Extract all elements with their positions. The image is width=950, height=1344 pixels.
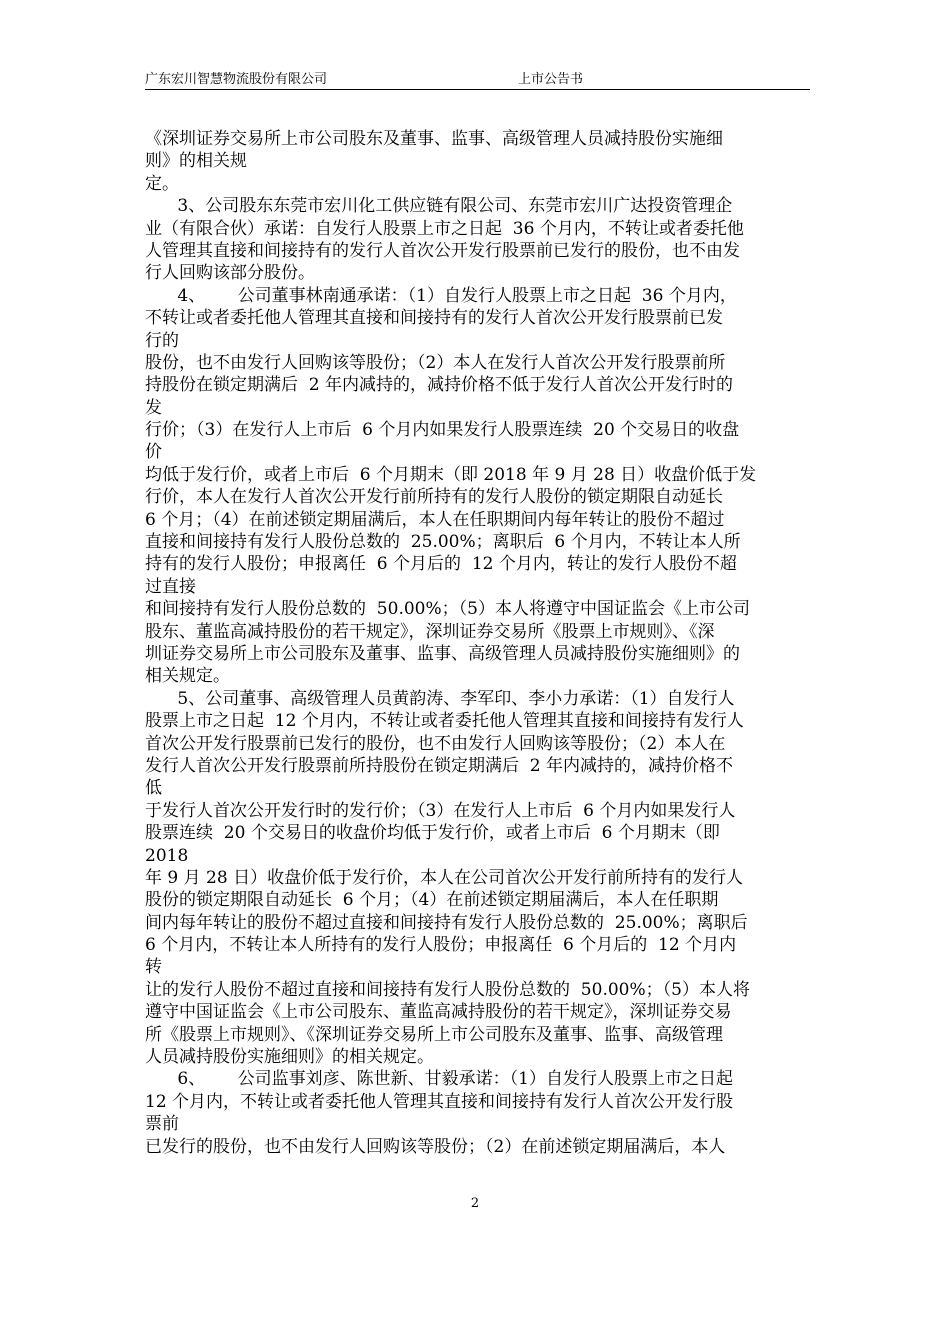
body-text-line: 6 个月内，不转让本人所持有的发行人股份；申报离任 6 个月后的 12 个月内: [145, 935, 737, 956]
body-text-line: 行价；（3）在发行人上市后 6 个月内如果发行人股票连续 20 个交易日的收盘: [145, 420, 740, 441]
body-text-line: 2018: [145, 845, 189, 866]
document-body: [145, 128, 813, 1158]
body-text-line: 直接和间接持有发行人股份总数的 25.00%；离职后 6 个月内，不转让本人所: [145, 532, 741, 553]
body-text-line: 《深圳证券交易所上市公司股东及董事、监事、高级管理人员减持股份实施细: [145, 129, 723, 149]
body-text-line: 5、公司董事、高级管理人员黄韵涛、李军印、李小力承诺：（1）自发行人: [145, 688, 735, 709]
body-text-line: 均低于发行价，或者上市后 6 个月期末（即 2018 年 9 月 28 日）收盘价低于发: [145, 464, 757, 485]
body-text-line: 过直接: [145, 576, 196, 597]
body-text-line: 发: [145, 397, 162, 418]
body-text-line: 6、 公司监事刘彦、陈世新、甘毅承诺：（1）自发行人股票上市之日起: [145, 1069, 733, 1090]
body-text-line: 转: [145, 957, 162, 978]
header-company-name: 广东宏川智慧物流股份有限公司: [145, 72, 328, 87]
body-text-line: 股票连续 20 个交易日的收盘价均低于发行价，或者上市后 6 个月期末（即: [145, 823, 720, 844]
body-text-line: 定。: [145, 173, 179, 194]
body-text-line: 12 个月内，不转让或者委托他人管理其直接和间接持有发行人首次公开发行股: [145, 1091, 734, 1112]
body-text-line: 持股份在锁定期满后 2 年内减持的，减持价格不低于发行人首次公开发行时的: [145, 375, 734, 396]
body-text-line: 低: [145, 778, 162, 799]
body-text-line: 3、公司股东东莞市宏川化工供应链有限公司、东莞市宏川广达投资管理企: [145, 196, 733, 217]
body-text-line: 和间接持有发行人股份总数的 50.00%；（5）本人将遵守中国证监会《上市公司: [145, 599, 750, 620]
body-text-line: 相关规定。: [145, 666, 230, 687]
body-text-line: 则》的相关规: [145, 151, 247, 172]
body-text-line: 股份，也不由发行人回购该等股份；（2）本人在发行人首次公开发行股票前所: [145, 352, 726, 373]
body-text-line: 股份的锁定期限自动延长 6 个月；（4）在前述锁定期届满后，本人在任职期: [145, 890, 719, 911]
body-text-line: 行人回购该部分股份。: [145, 263, 315, 284]
body-text-line: 价: [145, 442, 162, 463]
body-text-line: 人员减持股份实施细则》的相关规定。: [145, 1047, 434, 1068]
body-text-line: 业（有限合伙）承诺：自发行人股票上市之日起 36 个月内，不转让或者委托他: [145, 218, 744, 239]
body-text-line: 所《股票上市规则》、《深圳证券交易所上市公司股东及董事、监事、高级管理: [145, 1024, 723, 1045]
body-text-line: 股票上市之日起 12 个月内，不转让或者委托他人管理其直接和间接持有发行人: [145, 711, 744, 732]
body-text-line: 年 9 月 28 日）收盘价低于发行价，本人在公司首次公开发行前所持有的发行人: [145, 867, 744, 888]
body-text-line: 于发行人首次公开发行时的发行价；（3）在发行人上市后 6 个月内如果发行人: [145, 800, 736, 821]
page-number: 2: [470, 1196, 480, 1211]
header-document-type: 上市公告书: [518, 72, 584, 87]
page-header: [145, 72, 810, 90]
body-text-line: 让的发行人股份不超过直接和间接持有发行人股份总数的 50.00%；（5）本人将: [145, 979, 750, 1000]
body-text-line: 间内每年转让的股份不超过直接和间接持有发行人股份总数的 25.00%；离职后: [145, 912, 748, 933]
body-text-line: 4、 公司董事林南通承诺：（1）自发行人股票上市之日起 36 个月内，: [145, 285, 737, 306]
body-text-line: 行的: [145, 330, 179, 351]
body-text-line: 首次公开发行股票前已发行的股份，也不由发行人回购该等股份；（2）本人在: [145, 733, 726, 754]
body-text-line: 股东、董监高减持股份的若干规定》，深圳证券交易所《股票上市规则》、《深: [145, 621, 715, 642]
body-text-line: 遵守中国证监会《上市公司股东、董监高减持股份的若干规定》，深圳证券交易: [145, 1002, 732, 1023]
body-text-line: 已发行的股份，也不由发行人回购该等股份；（2）在前述锁定期届满后，本人: [145, 1136, 726, 1157]
body-text-line: 发行人首次公开发行股票前所持股份在锁定期满后 2 年内减持的，减持价格不: [145, 755, 734, 776]
body-text-line: 不转让或者委托他人管理其直接和间接持有的发行人首次公开发行股票前已发: [145, 308, 723, 329]
body-text-line: 人管理其直接和间接持有的发行人首次公开发行股票前已发行的股份，也不由发: [145, 240, 740, 261]
body-text-line: 持有的发行人股份；申报离任 6 个月后的 12 个月内，转让的发行人股份不超: [145, 554, 737, 575]
body-text-line: 行价，本人在发行人首次公开发行前所持有的发行人股份的锁定期限自动延长: [145, 487, 723, 508]
body-text-line: 票前: [145, 1114, 179, 1135]
body-text-line: 6 个月；（4）在前述锁定期届满后，本人在任职期间内每年转让的股份不超过: [145, 509, 725, 530]
body-text-line: 圳证券交易所上市公司股东及董事、监事、高级管理人员减持股份实施细则》的: [145, 643, 740, 664]
